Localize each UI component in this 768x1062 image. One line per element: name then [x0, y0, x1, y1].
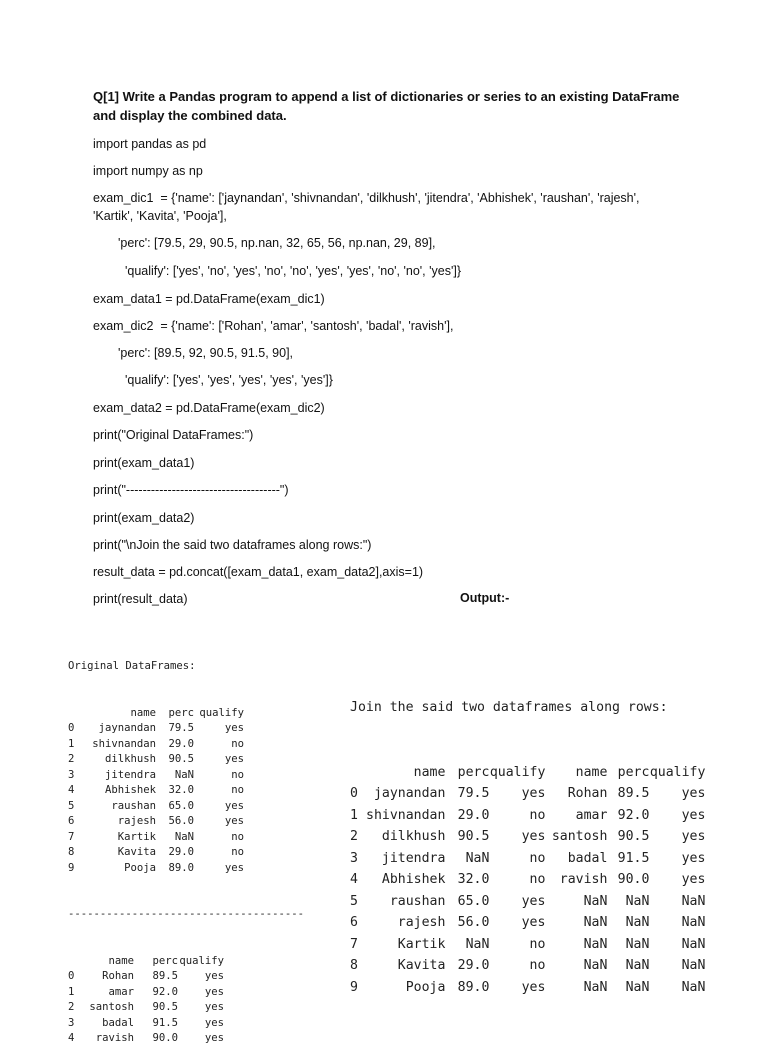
table-row [68, 1000, 224, 1016]
header-row [68, 706, 244, 722]
table-cell: yes [521, 786, 546, 801]
code-line: print("Original DataFrames:") [93, 428, 254, 442]
table-row [68, 969, 224, 985]
table-cell: 9 [68, 861, 75, 874]
table-cell: 9 [350, 979, 358, 995]
table-cell: santosh [551, 829, 608, 844]
header-row [350, 762, 705, 784]
output-label: Output:- [460, 591, 510, 605]
table-row [68, 1031, 224, 1047]
table-cell: NaN [625, 958, 650, 973]
column-header: name [108, 954, 134, 967]
column-header: qualify [199, 706, 244, 719]
output-title: Original DataFrames: [68, 660, 196, 672]
table-cell: 8 [68, 846, 75, 858]
code-line: 'Kartik', 'Kavita', 'Pooja'], [93, 209, 227, 223]
table-cell: yes [681, 829, 706, 844]
table-cell: 29.0 [168, 737, 194, 750]
table-cell: 65.0 [168, 799, 194, 812]
table-row [68, 768, 244, 784]
table-cell: yes [681, 807, 706, 823]
table-cell: NaN [174, 830, 194, 843]
table-cell: NaN [625, 979, 650, 995]
column-header [68, 954, 82, 970]
table-cell: 56.0 [168, 815, 194, 827]
table-cell: badal [567, 850, 608, 866]
table-cell: yes [224, 722, 244, 734]
table-cell: 5 [68, 799, 75, 812]
table-cell: NaN [583, 936, 608, 952]
table-cell: 3 [68, 768, 75, 781]
table-cell: 32.0 [168, 784, 194, 796]
table-row [68, 752, 244, 768]
code-line: 'qualify': ['yes', 'yes', 'yes', 'yes', 'yes']} [125, 373, 333, 387]
table-cell: shivnandan [92, 737, 156, 750]
table-cell: NaN [681, 893, 706, 909]
table-cell: yes [521, 915, 546, 930]
table-cell: 91.5 [152, 1016, 178, 1029]
table-cell: 7 [68, 830, 75, 843]
table-cell: 90.5 [617, 829, 650, 844]
table-cell: 79.5 [168, 722, 194, 734]
table-cell: 2 [68, 753, 75, 765]
table-cell: 2 [68, 1001, 75, 1013]
table-cell: yes [204, 1016, 224, 1029]
table-row [350, 805, 705, 827]
table-row [350, 977, 705, 999]
table-cell: 0 [350, 786, 358, 801]
question-text: Q[1] Write a Pandas program to append a list of dictionaries or series to an existing DataFrame and display the combined data. [93, 89, 680, 123]
table-cell: Kartik [117, 830, 156, 843]
table-cell: no [529, 807, 546, 823]
table-cell: yes [224, 799, 244, 812]
table-row [350, 869, 705, 891]
output-title: Join the said two dataframes along rows: [350, 700, 668, 715]
table-row [350, 934, 705, 956]
separator-line: ------------------------------------- [68, 908, 304, 920]
column-header: qualify [489, 764, 546, 780]
table-cell: 89.0 [457, 979, 490, 995]
column-header: qualify [649, 764, 706, 780]
code-line: import pandas as pd [93, 137, 207, 151]
table-row [68, 783, 244, 799]
table-row [68, 799, 244, 815]
table-cell: amar [108, 985, 134, 998]
table-cell: NaN [583, 915, 608, 930]
table-cell: 4 [68, 1032, 75, 1044]
exam-data2-table [68, 954, 224, 1047]
table-cell: amar [575, 807, 608, 823]
column-header: name [413, 764, 446, 780]
table-cell: Kavita [397, 958, 446, 973]
table-cell: NaN [681, 979, 706, 995]
table-cell: 1 [350, 807, 358, 823]
table-row [350, 848, 705, 870]
column-header: perc [152, 954, 178, 967]
table-cell: yes [681, 872, 706, 887]
table-row [350, 955, 705, 977]
table-cell: 7 [350, 936, 358, 952]
table-cell: 79.5 [457, 786, 490, 801]
table-cell: yes [204, 985, 224, 998]
code-line: exam_data2 = pd.DataFrame(exam_dic2) [93, 401, 325, 415]
column-header [68, 706, 82, 722]
table-row [68, 861, 244, 877]
table-cell: 65.0 [457, 893, 490, 909]
table-cell: 90.5 [457, 829, 490, 844]
table-cell: Abhishek [381, 872, 446, 887]
table-cell: NaN [625, 915, 650, 930]
joined-dataframe-output [350, 654, 705, 1020]
table-row [350, 826, 705, 848]
table-cell: yes [681, 786, 706, 801]
table-cell: yes [521, 829, 546, 844]
code-line: print("\nJoin the said two dataframes along rows:") [93, 538, 372, 552]
table-cell: 90.0 [152, 1032, 178, 1044]
table-cell: Pooja [124, 861, 156, 874]
code-line: print(exam_data1) [93, 456, 195, 470]
table-cell: 1 [68, 985, 75, 998]
table-cell: 89.0 [168, 861, 194, 874]
table-cell: 5 [350, 893, 358, 909]
table-cell: yes [224, 815, 244, 827]
code-line: result_data = pd.concat([exam_data1, exam_data2],axis=1) [93, 565, 424, 579]
table-cell: ravish [95, 1032, 134, 1044]
header-row [68, 954, 224, 970]
code-line: exam_data1 = pd.DataFrame(exam_dic1) [93, 292, 325, 306]
table-cell: Kartik [397, 936, 446, 952]
table-cell: yes [204, 1032, 224, 1044]
table-cell: yes [521, 893, 546, 909]
table-cell: 0 [68, 970, 75, 982]
column-header [350, 762, 366, 784]
table-cell: badal [102, 1016, 134, 1029]
table-row [68, 985, 224, 1001]
table-cell: jaynandan [373, 786, 446, 801]
table-cell: NaN [625, 893, 650, 909]
table-row [68, 737, 244, 753]
table-cell: 2 [350, 829, 358, 844]
table-cell: raushan [111, 799, 156, 812]
table-cell: no [529, 936, 546, 952]
table-cell: 0 [68, 722, 75, 734]
table-cell: santosh [89, 1001, 134, 1013]
table-cell: no [231, 737, 244, 750]
table-row [68, 721, 244, 737]
table-cell: NaN [465, 936, 490, 952]
exam-data1-table [68, 706, 244, 877]
table-cell: yes [224, 753, 244, 765]
code-line: print("-------------------------------------") [93, 483, 289, 497]
table-cell: 29.0 [168, 846, 194, 858]
table-cell: yes [521, 979, 546, 995]
table-cell: 3 [68, 1016, 75, 1029]
column-header: name [130, 706, 156, 719]
table-cell: 89.5 [617, 786, 650, 801]
table-cell: no [529, 850, 546, 866]
column-header: name [575, 764, 608, 780]
code-line: print(exam_data2) [93, 511, 195, 525]
table-cell: Rohan [567, 786, 608, 801]
column-header: perc [457, 764, 490, 780]
table-cell: 6 [68, 815, 75, 827]
table-cell: Rohan [102, 970, 134, 982]
table-cell: 56.0 [457, 915, 490, 930]
table-cell: yes [224, 861, 244, 874]
table-cell: NaN [681, 915, 706, 930]
table-cell: no [231, 768, 244, 781]
table-cell: 29.0 [457, 807, 490, 823]
column-header: perc [168, 706, 194, 719]
table-cell: 1 [68, 737, 75, 750]
column-header: qualify [179, 954, 224, 967]
table-row [68, 814, 244, 830]
table-cell: 90.0 [617, 872, 650, 887]
table-row [350, 783, 705, 805]
table-cell: no [231, 784, 244, 796]
table-cell: dilkhush [381, 829, 446, 844]
table-row [68, 845, 244, 861]
table-cell: ravish [559, 872, 608, 887]
table-cell: 32.0 [457, 872, 490, 887]
table-cell: NaN [174, 768, 194, 781]
table-cell: Pooja [405, 979, 446, 995]
table-cell: raushan [389, 893, 446, 909]
table-cell: yes [204, 1001, 224, 1013]
table-cell: jitendra [381, 850, 446, 866]
table-cell: yes [204, 970, 224, 982]
table-cell: no [231, 830, 244, 843]
table-cell: no [529, 872, 546, 887]
table-cell: 89.5 [152, 970, 178, 982]
table-cell: 3 [350, 850, 358, 866]
table-row [350, 891, 705, 913]
table-cell: NaN [625, 936, 650, 952]
table-cell: 8 [350, 958, 358, 973]
table-cell: 4 [350, 872, 358, 887]
table-cell: NaN [583, 893, 608, 909]
table-cell: Abhishek [104, 784, 156, 796]
table-cell: 29.0 [457, 958, 490, 973]
column-header: perc [617, 764, 650, 780]
table-cell: 90.5 [168, 753, 194, 765]
table-cell: jaynandan [98, 722, 156, 734]
code-line: 'perc': [89.5, 92, 90.5, 91.5, 90], [118, 346, 294, 360]
table-cell: 4 [68, 784, 75, 796]
table-cell: rajesh [117, 815, 156, 827]
table-cell: jitendra [104, 768, 156, 781]
table-cell: NaN [681, 936, 706, 952]
table-cell: 92.0 [152, 985, 178, 998]
table-cell: Kavita [117, 846, 156, 858]
table-row [350, 912, 705, 934]
table-cell: NaN [465, 850, 490, 866]
table-cell: rajesh [397, 915, 446, 930]
table-cell: 92.0 [617, 807, 650, 823]
code-line: 'perc': [79.5, 29, 90.5, np.nan, 32, 65, 56, np.nan, 29, 89], [118, 236, 436, 250]
table-cell: NaN [681, 958, 706, 973]
table-cell: dilkhush [104, 753, 156, 765]
code-line: 'qualify': ['yes', 'no', 'yes', 'no', 'no', 'yes', 'yes', 'no', 'no', 'yes']} [125, 264, 461, 278]
code-line: print(result_data) [93, 592, 188, 606]
original-dataframes-output [68, 628, 304, 1062]
table-cell: no [231, 846, 244, 858]
table-cell: NaN [583, 958, 608, 973]
table-cell: no [529, 958, 546, 973]
code-line: exam_dic2 = {'name': ['Rohan', 'amar', 'santosh', 'badal', 'ravish'], [93, 319, 454, 333]
table-cell: 6 [350, 915, 358, 930]
table-cell: NaN [583, 979, 608, 995]
table-cell: 91.5 [617, 850, 650, 866]
table-cell: yes [681, 850, 706, 866]
table-row [68, 1016, 224, 1032]
code-line: exam_dic1 = {'name': ['jaynandan', 'shivnandan', 'dilkhush', 'jitendra', 'Abhishek', 'raushan', 'rajesh', [93, 191, 640, 205]
table-row [68, 830, 244, 846]
code-line: import numpy as np [93, 164, 203, 178]
table-cell: 90.5 [152, 1001, 178, 1013]
table-cell: shivnandan [366, 807, 446, 823]
result-data-table [350, 762, 705, 999]
